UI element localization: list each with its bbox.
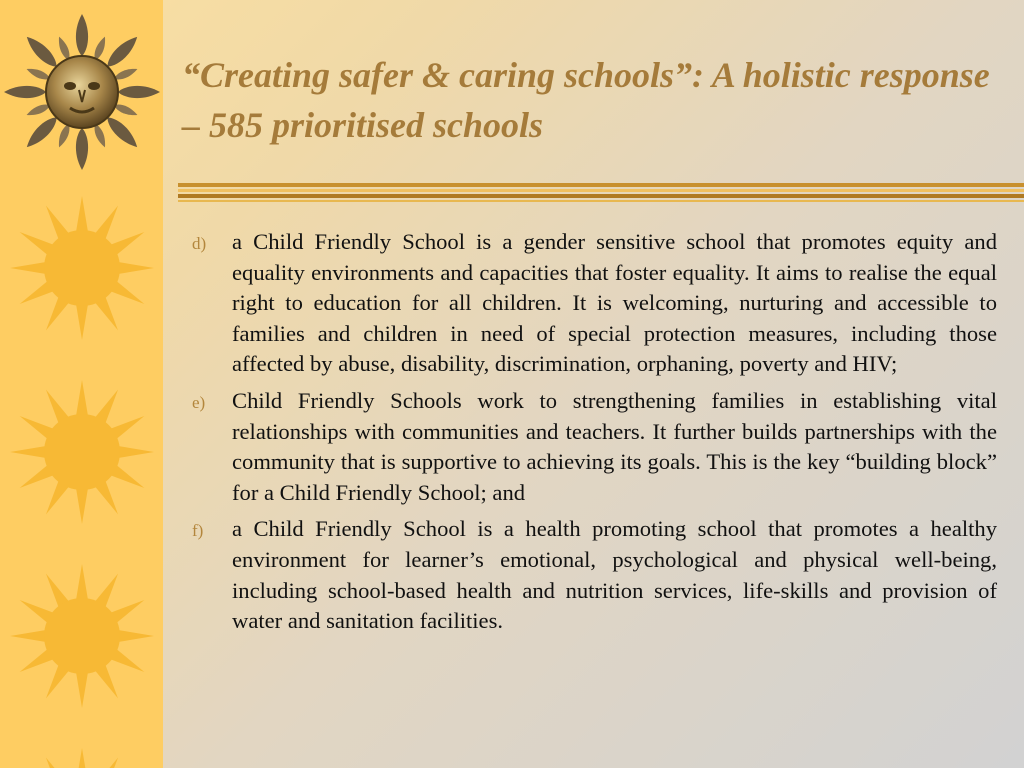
sun-icon (10, 196, 154, 340)
list-item-text: a Child Friendly School is a health promoting school that promotes a healthy environment for learner’s emotional, psychological and physical well-being, including school-based health and nutrition services, life-skills and provision of water and sanitation facilities. (232, 516, 997, 634)
list-item-text: a Child Friendly School is a gender sensitive school that promotes equity and equality environments and capacities that foster equality. It aims to realise the equal right to education for all children. It is welcoming, nurturing and accessible to families and children in need of special protection measures, including those affected by abuse, disability, discrimination, orphaning, poverty and HIV; (232, 229, 997, 377)
sun-icon (10, 380, 154, 524)
slide-title: “Creating safer & caring schools”: A holistic response – 585 prioritised schools (182, 55, 990, 145)
sun-decorations (0, 0, 163, 768)
sun-icon (10, 748, 154, 768)
sun-icon (10, 564, 154, 708)
sun-face-icon (4, 14, 160, 170)
list-marker: f) (192, 521, 204, 541)
list-marker: d) (192, 234, 207, 253)
title-divider (178, 182, 1024, 204)
list-item (192, 227, 997, 380)
list-marker: e) (192, 392, 206, 412)
list-item (192, 514, 997, 636)
bullet-list (192, 227, 997, 643)
list-item (192, 386, 997, 508)
left-decor-band (0, 0, 163, 768)
list-item-text: Child Friendly Schools work to strengthening families in establishing vital relationships with communities and teachers. It further builds partnerships with the community that is supportive to achieving its goals. This is the key “building block” for a Child Friendly School; and (232, 387, 997, 505)
